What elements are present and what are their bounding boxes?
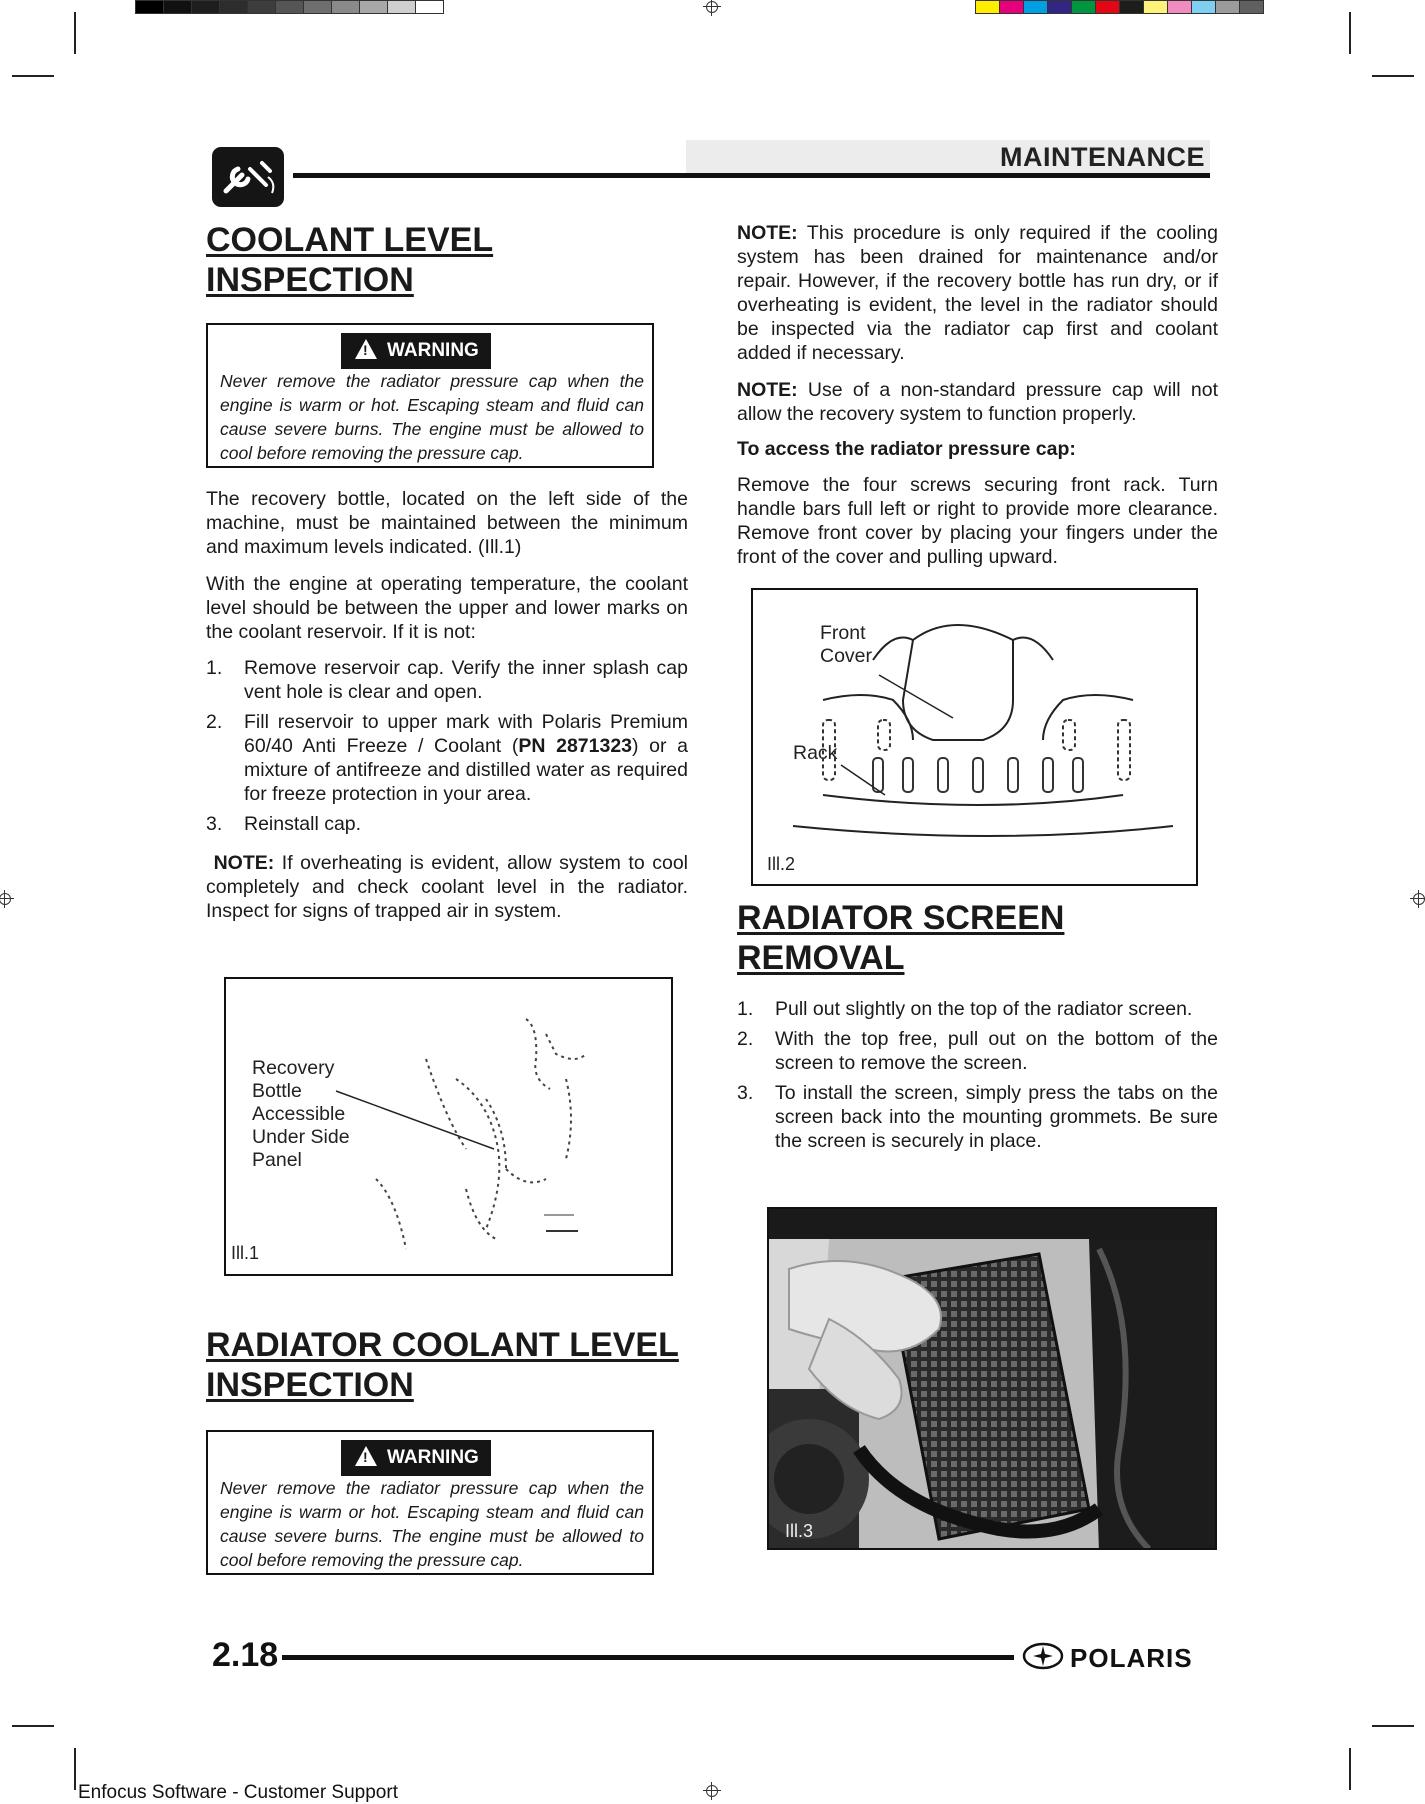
- warning-badge: ! WARNING: [341, 1440, 491, 1476]
- list-number: 1.: [206, 657, 223, 679]
- crop-mark: [1349, 1748, 1351, 1790]
- list-text: Fill reservoir to upper mark with Polaris Premium 60/40 Anti Freeze / Coolant (PN 2871323) or a mixture of antifreeze and distilled water as required for freeze protection in your area.: [244, 711, 689, 805]
- registration-mark: [1410, 890, 1425, 908]
- recovery-bottle-paragraph: The recovery bottle, located on the left side of the machine, must be maintained between the minimum and maximum levels indicated. (Ill.1): [206, 488, 688, 558]
- radiator-screen-title: RADIATOR SCREEN REMOVAL: [737, 899, 1065, 977]
- warning-triangle-icon: [355, 339, 377, 359]
- bottom-note: Enfocus Software - Customer Support: [78, 1782, 398, 1803]
- crop-mark: [1372, 75, 1414, 77]
- crop-mark: [74, 1748, 76, 1790]
- crop-mark: [12, 75, 54, 77]
- access-paragraph: Remove the four screws securing front rack. Turn handle bars full left or right to provide more clearance. Remove front cover by placing your fingers under the front of the cover and pulling upward.: [737, 474, 1218, 568]
- warning-text: Never remove the radiator pressure cap when the engine is warm or hot. Escaping steam and fluid can cause severe burns. The engine must be allowed to cool before removing the pressure cap.: [220, 1478, 644, 1570]
- line-drawing: [753, 590, 1198, 886]
- illustration-label: Recovery Bottle Accessible Under Side Panel: [252, 1057, 350, 1171]
- list-number: 3.: [737, 1082, 754, 1104]
- illustration-caption: Ill.3: [785, 1521, 814, 1541]
- illustration-label: Front Cover: [820, 622, 873, 667]
- brand-logo: POLARIS: [1070, 1643, 1193, 1673]
- illustration-recovery-bottle: [224, 977, 673, 1276]
- operating-temperature-paragraph: With the engine at operating temperature, the coolant level should be between the upper and lower marks on the coolant reservoir. If it is not:: [206, 573, 688, 643]
- color-bar: [975, 0, 1291, 14]
- warning-box: [206, 323, 654, 468]
- pressure-cap-note: NOTE: Use of a non-standard pressure cap will not allow the recovery system to function properly.: [737, 379, 1218, 425]
- registration-mark: [703, 1782, 721, 1800]
- list-text: Remove reservoir cap. Verify the inner splash cap vent hole is clear and open.: [244, 657, 688, 703]
- list-item: [206, 656, 688, 706]
- section-title: MAINTENANCE: [1000, 142, 1205, 172]
- line-drawing: [226, 979, 673, 1276]
- coolant-level-title: COOLANT LEVEL INSPECTION: [206, 221, 494, 299]
- list-item: [206, 812, 688, 838]
- illustration-caption: Ill.2: [767, 854, 796, 874]
- footer-rule: [282, 1655, 1014, 1660]
- cooling-system-note: NOTE: This procedure is only required if the cooling system has been drained for maintenance and/or repair. However, if the recovery bottle has run dry, or if overheating is evident, the level in the radiator should be inspected via the radiator cap first and coolant added if necessary.: [737, 222, 1218, 364]
- registration-mark: [0, 890, 14, 908]
- radiator-coolant-title: RADIATOR COOLANT LEVEL INSPECTION: [206, 1326, 679, 1404]
- photo-radiator-screen: [767, 1207, 1217, 1550]
- warning-box: [206, 1430, 654, 1575]
- list-text: To install the screen, simply press the tabs on the screen back into the mounting grommets. Be sure the screen is securely in place.: [775, 1082, 1218, 1152]
- list-item: [206, 710, 688, 810]
- crop-mark: [1372, 1725, 1414, 1727]
- grayscale-bar: [135, 0, 449, 14]
- crop-mark: [12, 1725, 54, 1727]
- overheating-note: NOTE: If overheating is evident, allow system to cool completely and check coolant level in the radiator. Inspect for signs of trapped air in system.: [206, 852, 688, 922]
- wrench-tools-icon: [212, 147, 284, 207]
- header-rule: [293, 173, 1210, 178]
- list-number: 3.: [206, 813, 223, 835]
- access-heading: To access the radiator pressure cap:: [737, 438, 1076, 460]
- list-item: [737, 997, 1218, 1023]
- illustration-front-cover: [751, 588, 1198, 886]
- list-item: [737, 1027, 1218, 1077]
- warning-badge: ! WARNING: [341, 333, 491, 369]
- list-text: With the top free, pull out on the bottom of the screen to remove the screen.: [775, 1028, 1218, 1074]
- warning-text: Never remove the radiator pressure cap when the engine is warm or hot. Escaping steam and fluid can cause severe burns. The engine must be allowed to cool before removing the pressure cap.: [220, 371, 644, 463]
- list-number: 2.: [206, 711, 223, 733]
- warning-triangle-icon: [355, 1446, 377, 1466]
- list-text: Reinstall cap.: [244, 813, 362, 835]
- polaris-star-icon: [1022, 1642, 1064, 1670]
- illustration-label: Rack: [793, 742, 838, 764]
- photo-drawing: [769, 1209, 1217, 1550]
- crop-mark: [1349, 12, 1351, 54]
- list-number: 1.: [737, 998, 754, 1020]
- page-number: 2.18: [212, 1636, 279, 1674]
- crop-mark: [74, 12, 76, 54]
- list-text: Pull out slightly on the top of the radiator screen.: [775, 998, 1193, 1020]
- illustration-caption: Ill.1: [231, 1243, 260, 1263]
- list-item: [737, 1081, 1218, 1155]
- registration-mark: [703, 0, 721, 16]
- list-number: 2.: [737, 1028, 754, 1050]
